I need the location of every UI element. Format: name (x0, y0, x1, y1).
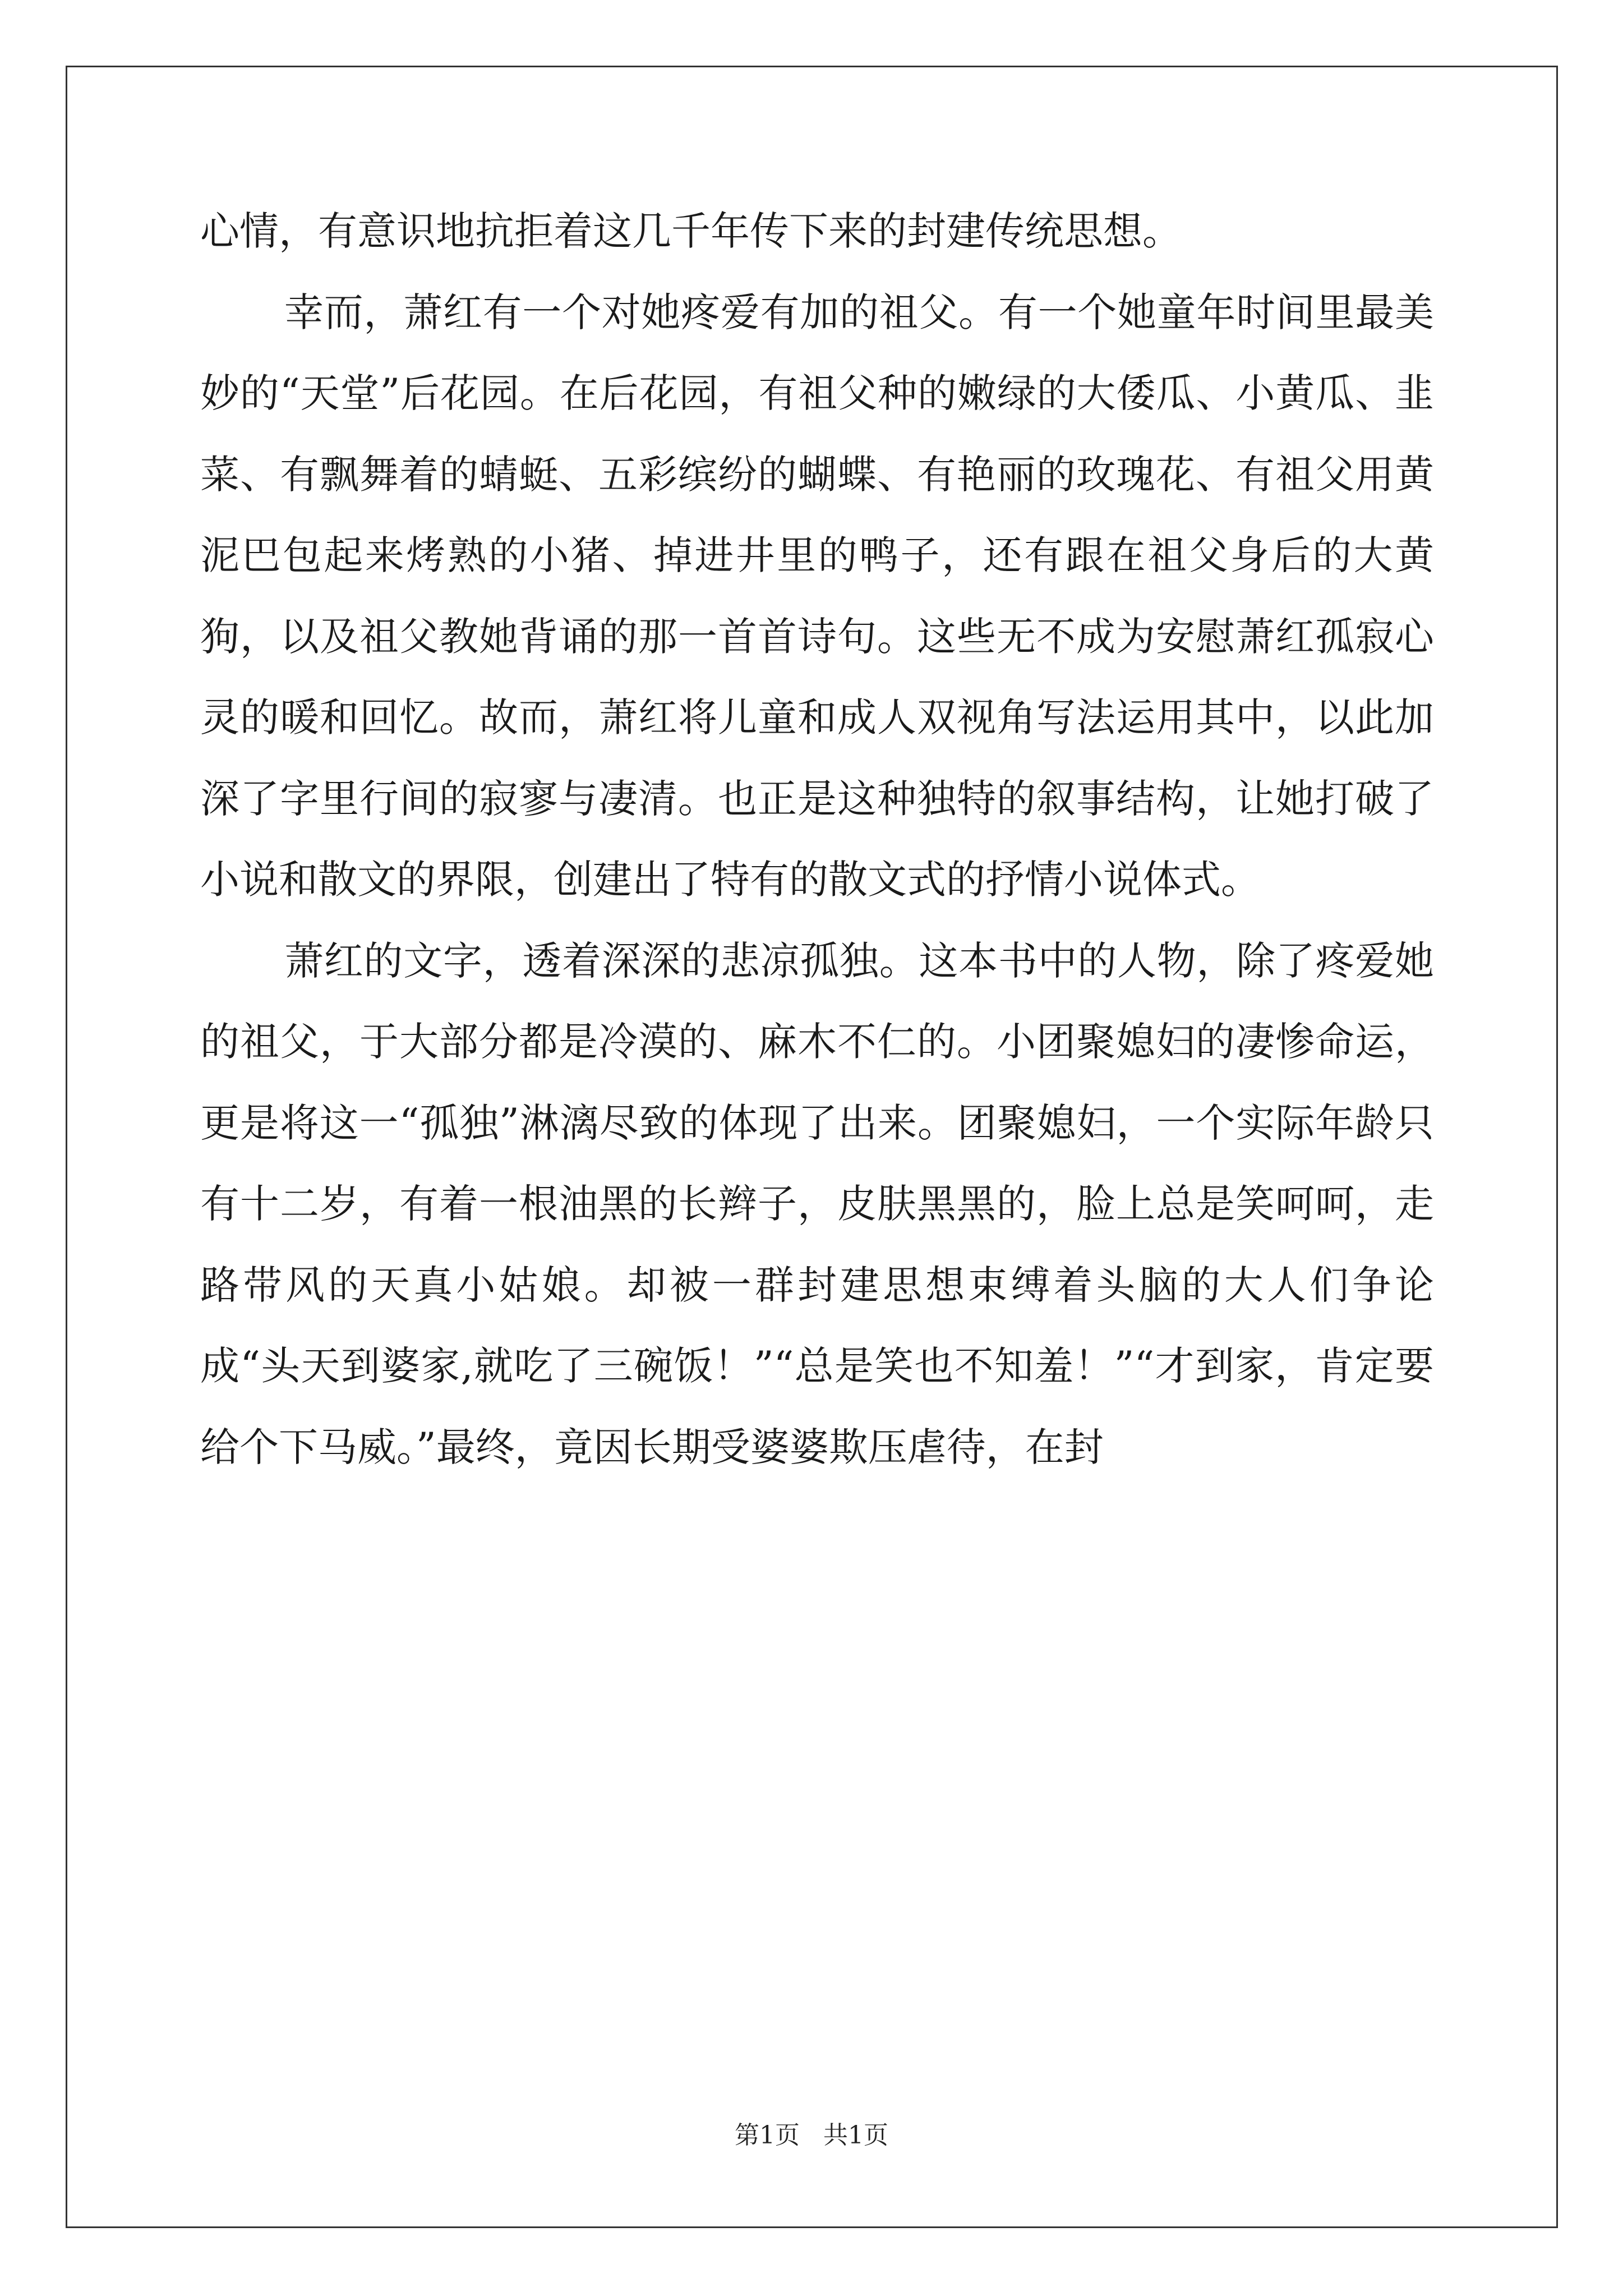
paragraph-continuation: 心情，有意识地抗拒着这几千年传下来的封建传统思想。 (200, 208, 1182, 254)
document-body (200, 191, 1434, 1488)
paragraph-grandfather-garden: 幸而，萧红有一个对她疼爱有加的祖父。有一个她童年时间里最美妙的“天堂”后花园。在后花园，有祖父种的嫩绿的大倭瓜、小黄瓜、韭菜、有飘舞着的蜻蜓、五彩缤纷的蝴蝶、有艳丽的玫瑰花、有祖父用黄泥巴包起来烤熟的小猪、掉进井里的鸭子，还有跟在祖父身后的大黄狗，以及祖父教她背诵的那一首首诗句。这些无不成为安慰萧红孤寂心灵的暖和回忆。故而，萧红将儿童和成人双视角写法运用其中，以此加深了字里行间的寂寥与凄清。也正是这种独特的叙事结构，让她打破了小说和散文的界限，创建出了特有的散文式的抒情小说体式。 (200, 289, 1434, 903)
page-footer: 第1页 共1页 (735, 2121, 888, 2150)
paragraph-loneliness: 萧红的文字，透着深深的悲凉孤独。这本书中的人物，除了疼爱她的祖父，于大部分都是冷漠的、麻木不仁的。小团聚媳妇的凄惨命运，更是将这一“孤独”淋漓尽致的体现了出来。团聚媳妇，一个实际年龄只有十二岁，有着一根油黑的长辫子，皮肤黑黑的，脸上总是笑呵呵，走路带风的天真小姑娘。却被一群封建思想束缚着头脑的大人们争论成“头天到婆家,就吃了三碗饭！”“总是笑也不知羞！”“才到家，肯定要给个下马威。”最终，竟因长期受婆婆欺压虐待，在封 (200, 937, 1434, 1470)
